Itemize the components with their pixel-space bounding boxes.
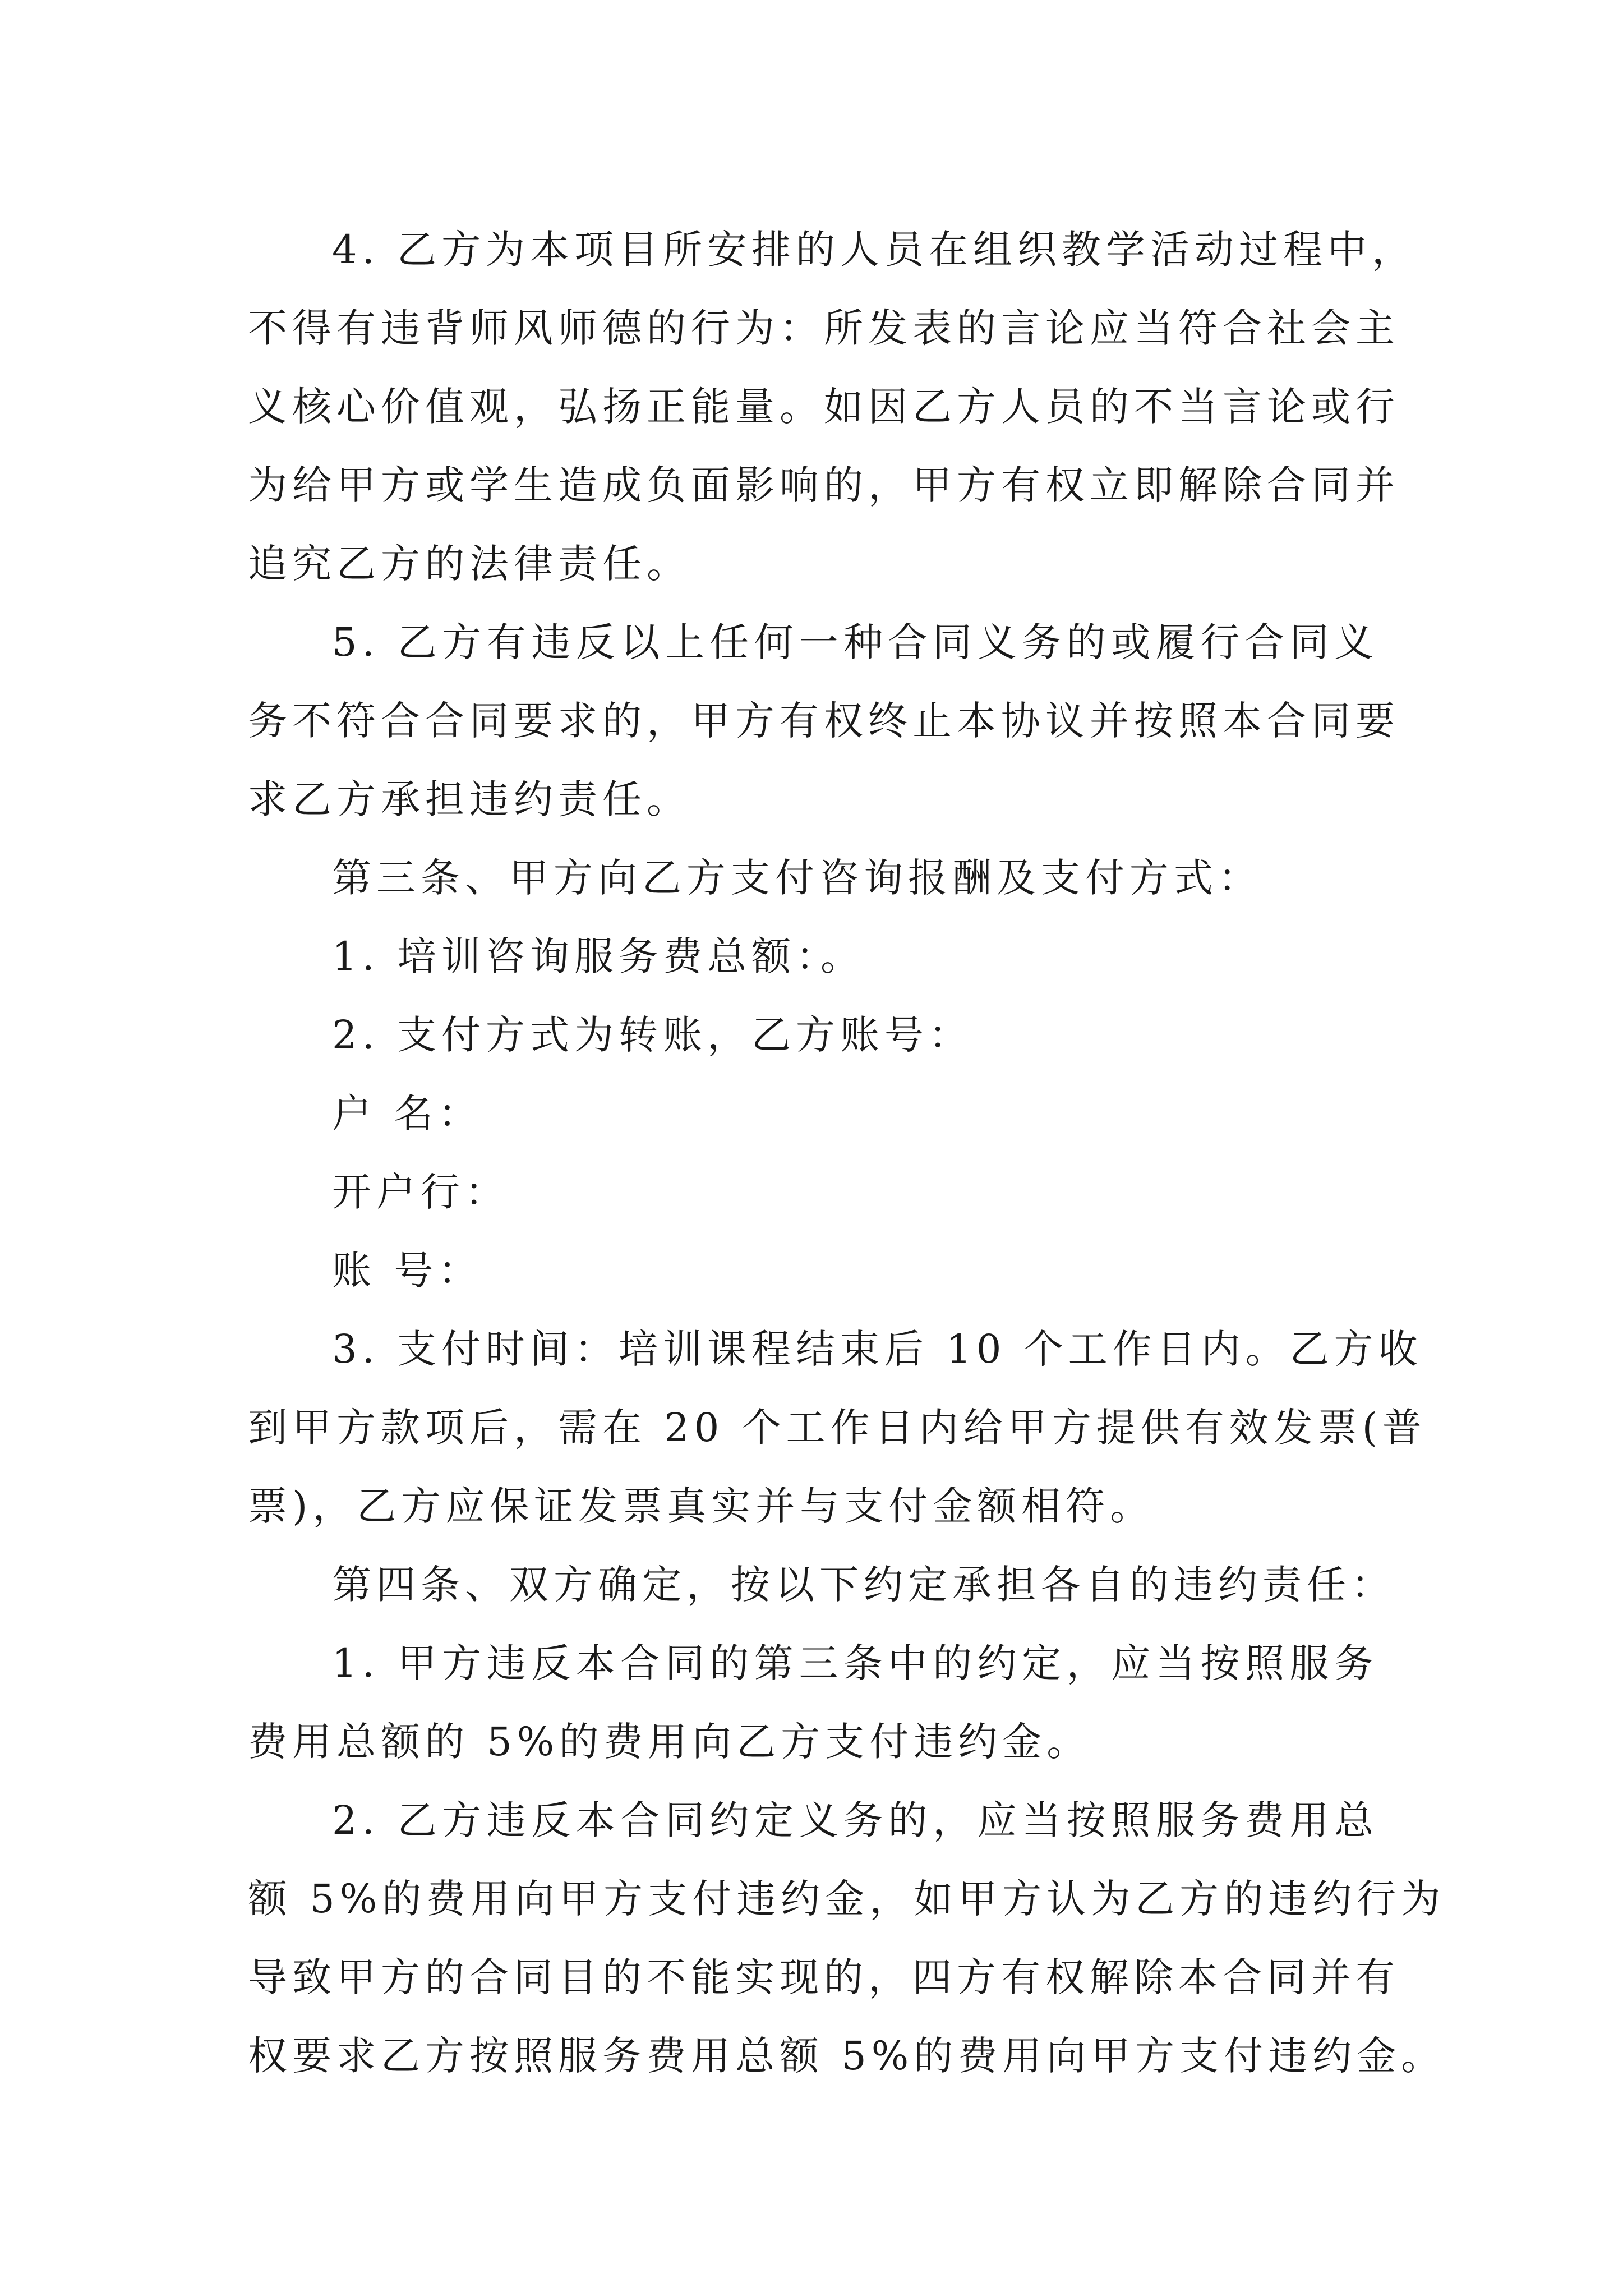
text-line: 1. 甲方违反本合同的第三条中的约定，应当按照服务 [332,1640,1378,1686]
article-4-heading [248,1545,1395,1624]
text-line: 义核心价值观，弘扬正能量。如因乙方人员的不当言论或行 [248,384,1400,430]
text-line: 务不符合合同要求的，甲方有权终止本协议并按照本合同要 [248,698,1400,744]
text-line: 4. 乙方为本项目所安排的人员在组织教学活动过程中， [332,227,1417,273]
text-line: 追究乙方的法律责任。 [248,541,691,587]
field-account-number [248,1231,1378,1310]
text-line: 1. 培训咨询服务费总额：。 [332,933,865,979]
text-line: 5. 乙方有违反以上任何一种合同义务的或履行合同义 [332,619,1378,665]
text-line: 票)，乙方应保证发票真实并与支付金额相符。 [248,1483,1155,1529]
text-line: 2. 乙方违反本合同约定义务的，应当按照服务费用总 [332,1797,1378,1843]
text-line: 权要求乙方按照服务费用总额 5%的费用向甲方支付违约金。 [248,2033,1446,2079]
text-line: 求乙方承担违约责任。 [248,776,691,822]
text-line: 不得有违背师风师德的行为：所发表的言论应当符合社会主 [248,305,1400,351]
text-line: 2. 支付方式为转账，乙方账号： [332,1012,974,1058]
text-line: 第三条、甲方向乙方支付咨询报酬及支付方式： [332,855,1262,901]
text-line: 额 5%的费用向甲方支付违约金，如甲方认为乙方的违约行为 [248,1876,1446,1922]
text-line: 导致甲方的合同目的不能实现的，四方有权解除本合同并有 [248,1954,1400,2000]
field-account-name [248,1074,1378,1153]
paragraph-clause-2-4 [248,210,1417,603]
paragraph-clause-4-1 [248,1624,1378,1781]
paragraph-clause-3-3 [248,1310,1427,1545]
field-label: 账 号： [332,1248,483,1294]
paragraph-clause-2-5 [248,603,1400,839]
text-line: 为给甲方或学生造成负面影响的，甲方有权立即解除合同并 [248,462,1400,508]
text-line: 第四条、双方确定，按以下约定承担各自的违约责任： [332,1562,1395,1608]
paragraph-clause-3-2 [248,996,1378,1074]
field-label: 户 名： [332,1091,483,1137]
field-account-bank [248,1153,1378,1231]
text-line: 3. 支付时间：培训课程结束后 10 个工作日内。乙方收 [332,1326,1423,1372]
article-3-heading [248,839,1378,917]
document-body [248,210,1446,2095]
paragraph-clause-4-2 [248,1781,1446,2095]
paragraph-clause-3-1 [248,917,1378,996]
text-line: 到甲方款项后，需在 20 个工作日内给甲方提供有效发票(普 [248,1405,1427,1451]
field-label: 开户行： [332,1169,509,1215]
text-line: 费用总额的 5%的费用向乙方支付违约金。 [248,1719,1091,1765]
